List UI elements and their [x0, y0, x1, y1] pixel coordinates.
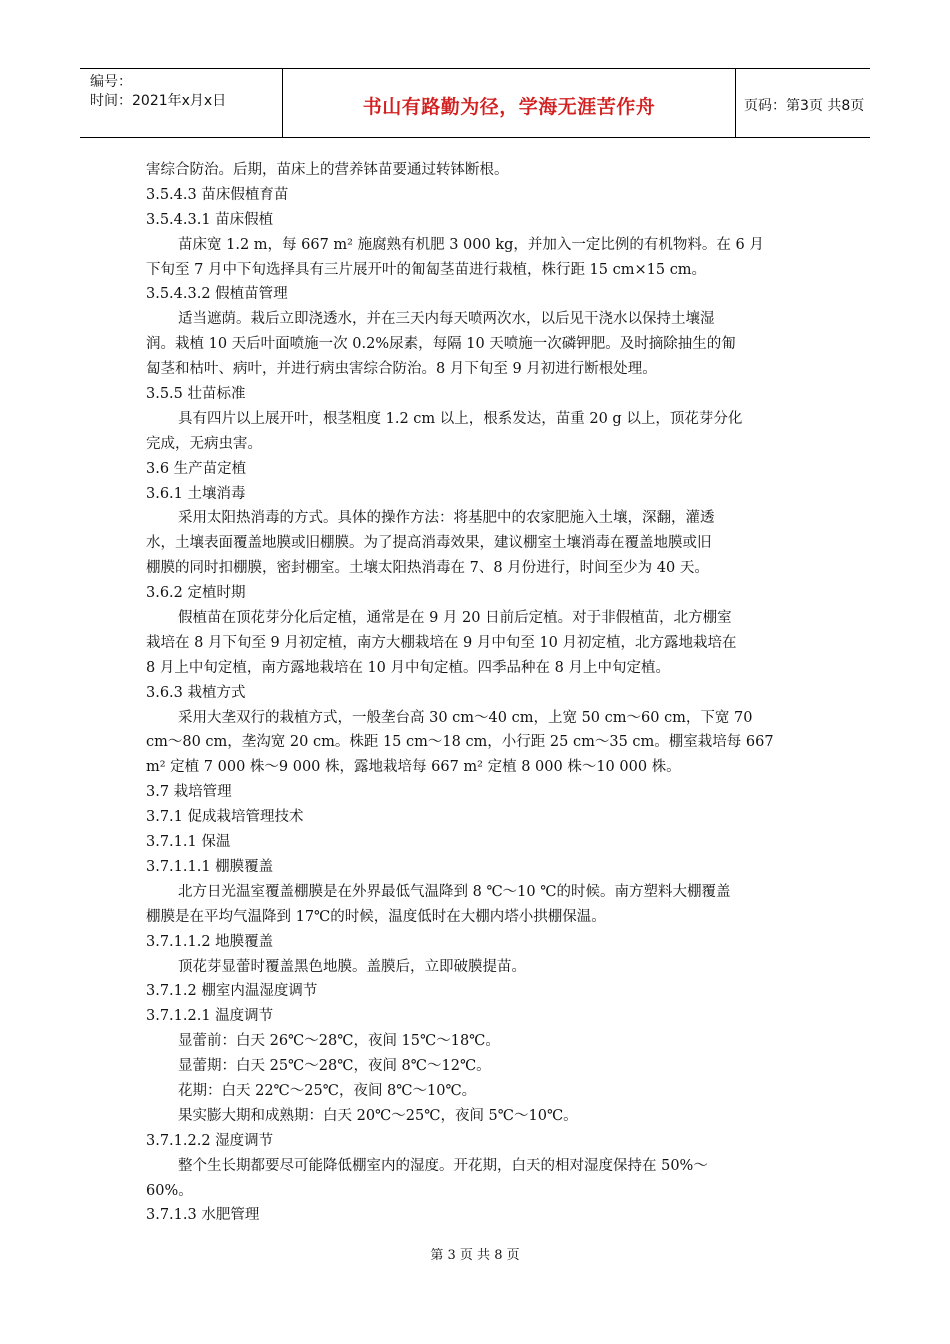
text-line: 棚膜的同时扣棚膜，密封棚室。土壤太阳热消毒在 7、8 月份进行，时间至少为 40 天。 — [146, 560, 709, 577]
text-line: 害综合防治。后期，苗床上的营养钵苗要通过转钵断根。 — [146, 162, 509, 178]
text-line: 3.5.5 壮苗标准 — [146, 386, 246, 403]
text-line: 3.6 生产苗定植 — [146, 460, 247, 477]
text-line: 适当遮荫。栽后立即浇透水，并在三天内每天喷两次水，以后见干浇水以保持土壤湿 — [178, 311, 715, 328]
header-page-number: 页码：第3页 共8页 — [744, 98, 865, 114]
text-line: 3.7 栽培管理 — [146, 784, 232, 801]
text-line: 3.5.4.3.2 假植苗管理 — [146, 286, 288, 303]
text-line: 显蕾前：白天 26℃～28℃，夜间 15℃～18℃。 — [178, 1033, 500, 1050]
text-line: 3.7.1.3 水肥管理 — [146, 1207, 260, 1224]
text-line: 顶花芽显蕾时覆盖黑色地膜。盖膜后，立即破膜提苗。 — [178, 958, 526, 975]
text-line: 3.7.1.1.2 地膜覆盖 — [146, 933, 274, 950]
text-line: 苗床宽 1.2 m，每 667 m² 施腐熟有机肥 3 000 kg，并加入一定比例的有机物料。在 6 月 — [178, 236, 764, 253]
text-line: 水，土壤表面覆盖地膜或旧棚膜。为了提高消毒效果，建议棚室土壤消毒在覆盖地膜或旧 — [146, 535, 712, 552]
text-line: 北方日光温室覆盖棚膜是在外界最低气温降到 8 ℃～10 ℃的时候。南方塑料大棚覆盖 — [178, 883, 731, 900]
text-line: 整个生长期都要尽可能降低棚室内的湿度。开花期，白天的相对湿度保持在 50%～ — [178, 1157, 708, 1174]
text-line: 具有四片以上展开叶，根茎粗度 1.2 cm 以上，根系发达，苗重 20 g 以上，顶花芽分化 — [178, 410, 743, 427]
page-footer — [0, 1244, 950, 1263]
text-line: 完成，无病虫害。 — [146, 435, 262, 452]
text-line: 采用太阳热消毒的方式。具体的操作方法：将基肥中的农家肥施入土壤，深翻，灌透 — [178, 510, 715, 527]
text-line: 匐茎和枯叶、病叶，并进行病虫害综合防治。8 月下旬至 9 月初进行断根处理。 — [146, 361, 657, 378]
header-page-cell — [736, 69, 870, 137]
text-line: 60%。 — [146, 1182, 193, 1199]
text-line: 8 月上中旬定植，南方露地栽培在 10 月中旬定植。四季品种在 8 月上中旬定植。 — [146, 659, 670, 676]
text-line: 采用大垄双行的栽植方式，一般垄台高 30 cm～40 cm，上宽 50 cm～60 cm，下宽 70 — [178, 709, 753, 726]
header-meta — [80, 69, 282, 137]
text-line: 花期：白天 22℃～25℃，夜间 8℃～10℃。 — [178, 1082, 477, 1099]
document-date-label: 时间：2021年x月x日 — [90, 93, 227, 109]
header-motto: 书山有路勤为径，学海无涯苦作舟 — [362, 96, 656, 118]
footer-page-number: 第 3 页 共 8 页 — [430, 1248, 520, 1263]
text-line: 显蕾期：白天 25℃～28℃，夜间 8℃～12℃。 — [178, 1058, 491, 1075]
header-motto-cell — [282, 69, 736, 137]
text-line: 下旬至 7 月中下旬选择具有三片展开叶的匍匐茎苗进行栽植，株行距 15 cm×15 cm。 — [146, 261, 707, 278]
text-line: 3.7.1.2.1 温度调节 — [146, 1008, 274, 1025]
text-line: 3.5.4.3 苗床假植育苗 — [146, 186, 289, 203]
text-line: 3.6.1 土壤消毒 — [146, 485, 246, 502]
document-number-label: 编号： — [90, 74, 132, 90]
text-line: 3.7.1.1.1 棚膜覆盖 — [146, 858, 274, 875]
document-body — [146, 158, 806, 1228]
text-line: cm～80 cm，垄沟宽 20 cm。株距 15 cm～18 cm，小行距 25 cm～35 cm。棚室栽培每 667 — [146, 734, 774, 751]
text-line: 3.6.2 定植时期 — [146, 585, 246, 602]
text-line: 栽培在 8 月下旬至 9 月初定植，南方大棚栽培在 9 月中旬至 10 月初定植，北方露地栽培在 — [146, 634, 737, 651]
text-line: 3.6.3 栽植方式 — [146, 684, 246, 701]
text-line: 3.7.1.1 保温 — [146, 834, 231, 851]
text-line: 3.7.1.2.2 湿度调节 — [146, 1132, 274, 1149]
text-line: 3.7.1.2 棚室内温湿度调节 — [146, 983, 318, 1000]
text-line: m² 定植 7 000 株～9 000 株，露地栽培每 667 m² 定植 8 000 株～10 000 株。 — [146, 759, 681, 776]
text-line: 3.5.4.3.1 苗床假植 — [146, 211, 274, 228]
text-line: 果实膨大期和成熟期：白天 20℃～25℃，夜间 5℃～10℃。 — [178, 1107, 578, 1124]
text-line: 假植苗在顶花芽分化后定植，通常是在 9 月 20 日前后定植。对于非假植苗，北方棚室 — [178, 610, 732, 627]
text-line: 润。栽植 10 天后叶面喷施一次 0.2%尿素，每隔 10 天喷施一次磷钾肥。及时摘除抽生的匍 — [146, 336, 736, 353]
text-line: 3.7.1 促成栽培管理技术 — [146, 809, 304, 826]
text-line: 棚膜是在平均气温降到 17℃的时候，温度低时在大棚内塔小拱棚保温。 — [146, 908, 606, 925]
page-header — [80, 68, 870, 138]
